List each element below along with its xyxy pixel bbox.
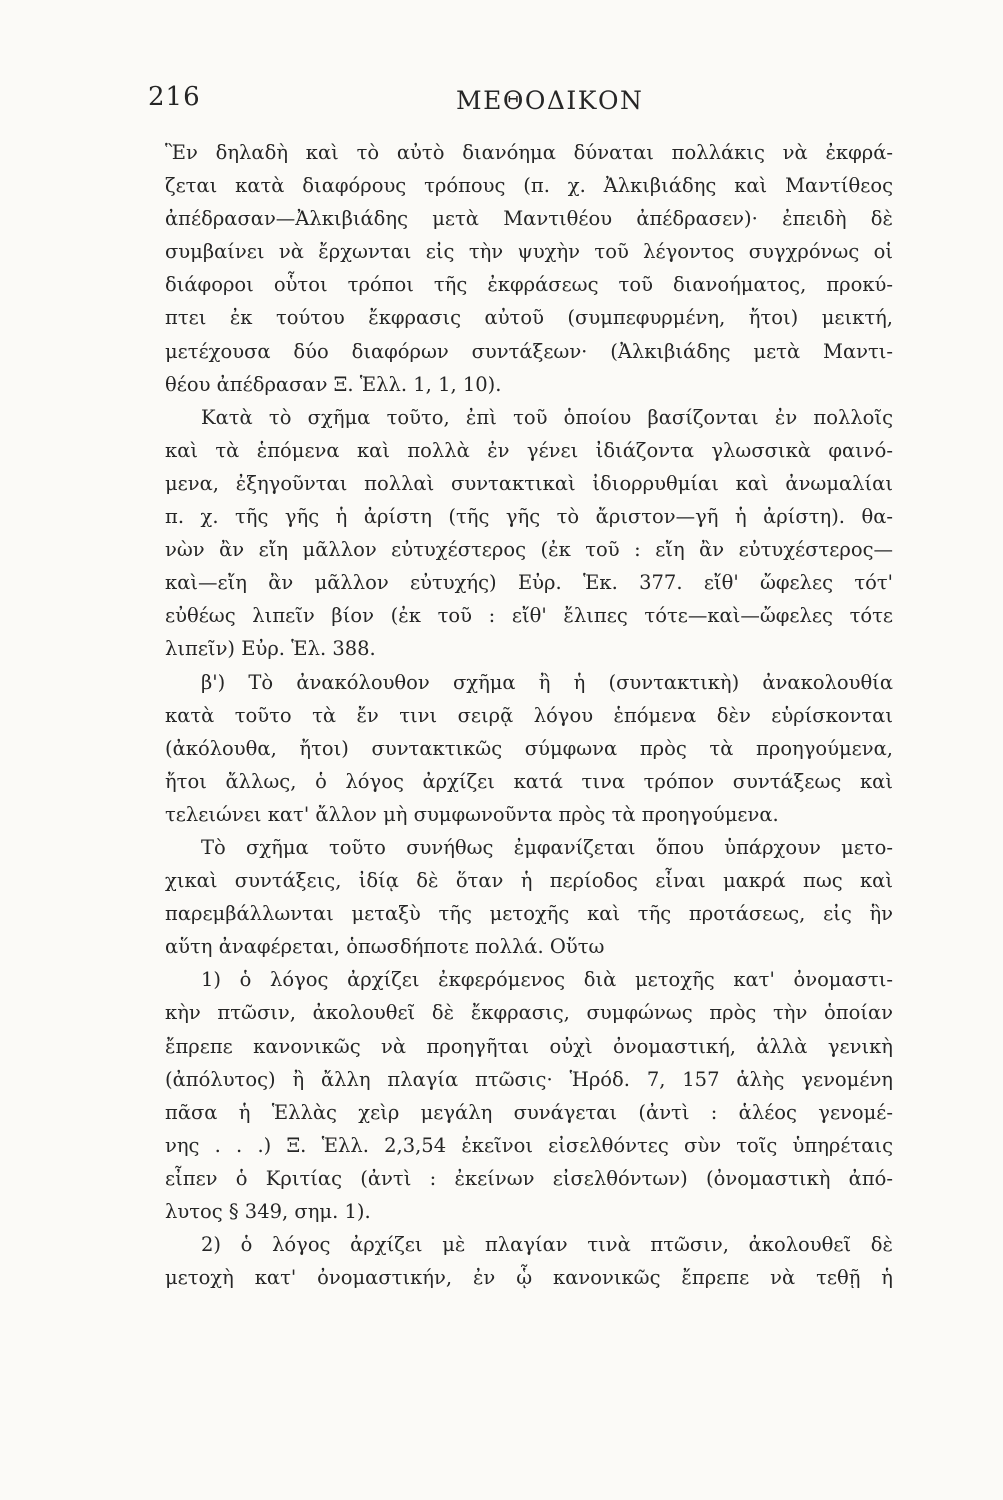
text-line: τελειώνει κατ' ἄλλον μὴ συμφωνοῦντα πρὸς τὰ προηγούμενα. <box>165 802 779 826</box>
body-text <box>165 136 893 1294</box>
text-line: νης . . .) Ξ. Ἑλλ. 2,3,54 ἐκεῖνοι εἰσελθόντες σὺν τοῖς ὑπηρέταις <box>165 1133 893 1157</box>
page-number: 216 <box>148 82 201 112</box>
text-line: 1) ὁ λόγος ἀρχίζει ἐκφερόμενος διὰ μετοχῆς κατ' ὀνομαστι- <box>201 968 893 992</box>
text-line: 2) ὁ λόγος ἀρχίζει μὲ πλαγίαν τινὰ πτῶσιν, ἀκολουθεῖ δὲ <box>201 1233 893 1257</box>
running-title: ΜΕΘΟΔΙΚΟΝ <box>456 86 644 115</box>
text-line: ἤτοι ἄλλως, ὁ λόγος ἀρχίζει κατά τινα τρόπον συντάξεως καὶ <box>165 769 893 793</box>
text-line: εὐθέως λιπεῖν βίον (ἐκ τοῦ : εἴθ' ἔλιπες τότε—καὶ—ὤφελες τότε <box>165 604 893 628</box>
text-line: πτει ἐκ τούτου ἔκφρασις αὐτοῦ (συμπεφυρμένη, ἤτοι) μεικτή, <box>165 306 893 330</box>
text-line: (ἀπόλυτος) ἢ ἄλλη πλαγία πτῶσις· Ἡρόδ. 7, 157 ἁλὴς γενομένη <box>165 1067 893 1091</box>
text-line: π. χ. τῆς γῆς ἡ ἀρίστη (τῆς γῆς τὸ ἄριστον—γῆ ἡ ἀρίστη). θα- <box>165 505 893 529</box>
text-line: καὶ τὰ ἑπόμενα καὶ πολλὰ ἐν γένει ἰδιάζοντα γλωσσικὰ φαινό- <box>165 438 893 462</box>
text-line: ἔπρεπε κανονικῶς νὰ προηγῆται οὐχὶ ὀνομαστική, ἀλλὰ γενικὴ <box>165 1034 893 1058</box>
text-line: πᾶσα ἡ Ἑλλὰς χεὶρ μεγάλη συνάγεται (ἀντὶ : ἁλέος γενομέ- <box>165 1100 893 1124</box>
text-line: εἶπεν ὁ Κριτίας (ἀντὶ : ἐκείνων εἰσελθόντων) (ὀνομαστικὴ ἀπό- <box>165 1166 893 1190</box>
text-line: Κατὰ τὸ σχῆμα τοῦτο, ἐπὶ τοῦ ὁποίου βασίζονται ἐν πολλοῖς <box>201 405 893 429</box>
text-line: β') Τὸ ἀνακόλουθον σχῆμα ἢ ἡ (συντακτικὴ) ἀνακολουθία <box>201 670 893 694</box>
text-line: θέου ἀπέδρασαν Ξ. Ἑλλ. 1, 1, 10). <box>165 372 502 396</box>
text-line: (ἀκόλουθα, ἤτοι) συντακτικῶς σύμφωνα πρὸς τὰ προηγούμενα, <box>165 736 893 760</box>
text-line: αὕτη ἀναφέρεται, ὁπωσδήποτε πολλά. Οὕτω <box>165 935 605 959</box>
text-line: παρεμβάλλωνται μεταξὺ τῆς μετοχῆς καὶ τῆς προτάσεως, εἰς ἣν <box>165 902 893 926</box>
text-line: Τὸ σχῆμα τοῦτο συνήθως ἐμφανίζεται ὅπου ὑπάρχουν μετο- <box>201 835 893 859</box>
text-line: μενα, ἐξηγοῦνται πολλαὶ συντακτικαὶ ἰδιορρυθμίαι καὶ ἀνωμαλίαι <box>165 471 893 495</box>
text-line: καὶ—εἴη ἂν μᾶλλον εὐτυχής) Εὐρ. Ἑκ. 377. εἴθ' ὤφελες τότ' <box>165 571 893 595</box>
text-line: νὼν ἂν εἴη μᾶλλον εὐτυχέστερος (ἐκ τοῦ : εἴη ἂν εὐτυχέστερος— <box>165 538 893 562</box>
text-line: μετοχὴ κατ' ὀνομαστικήν, ἐν ᾧ κανονικῶς ἔπρεπε νὰ τεθῇ ἡ <box>165 1266 893 1290</box>
text-line: κατὰ τοῦτο τὰ ἔν τινι σειρᾷ λόγου ἑπόμενα δὲν εὑρίσκονται <box>165 703 893 727</box>
text-line: διάφοροι οὗτοι τρόποι τῆς ἐκφράσεως τοῦ διανοήματος, προκύ- <box>165 273 893 297</box>
text-line: συμβαίνει νὰ ἔρχωνται εἰς τὴν ψυχὴν τοῦ λέγοντος συγχρόνως οἱ <box>165 240 893 264</box>
text-line: ἀπέδρασαν—Ἀλκιβιάδης μετὰ Μαντιθέου ἀπέδρασεν)· ἐπειδὴ δὲ <box>165 207 893 231</box>
text-line: μετέχουσα δύο διαφόρων συντάξεων· (Ἀλκιβιάδης μετὰ Μαντι- <box>165 339 893 363</box>
text-line: ζεται κατὰ διαφόρους τρόπους (π. χ. Ἀλκιβιάδης καὶ Μαντίθεος <box>165 174 893 198</box>
text-line: λυτος § 349, σημ. 1). <box>165 1200 371 1223</box>
text-line: Ἓν δηλαδὴ καὶ τὸ αὐτὸ διανόημα δύναται πολλάκις νὰ ἐκφρά- <box>165 141 893 164</box>
text-line: κὴν πτῶσιν, ἀκολουθεῖ δὲ ἔκφρασις, συμφώνως πρὸς τὴν ὁποίαν <box>165 1001 893 1025</box>
text-line: χικαὶ συντάξεις, ἰδίᾳ δὲ ὅταν ἡ περίοδος εἶναι μακρά πως καὶ <box>165 869 893 893</box>
running-head <box>0 82 1003 122</box>
text-line: λιπεῖν) Εὐρ. Ἑλ. 388. <box>165 637 376 661</box>
